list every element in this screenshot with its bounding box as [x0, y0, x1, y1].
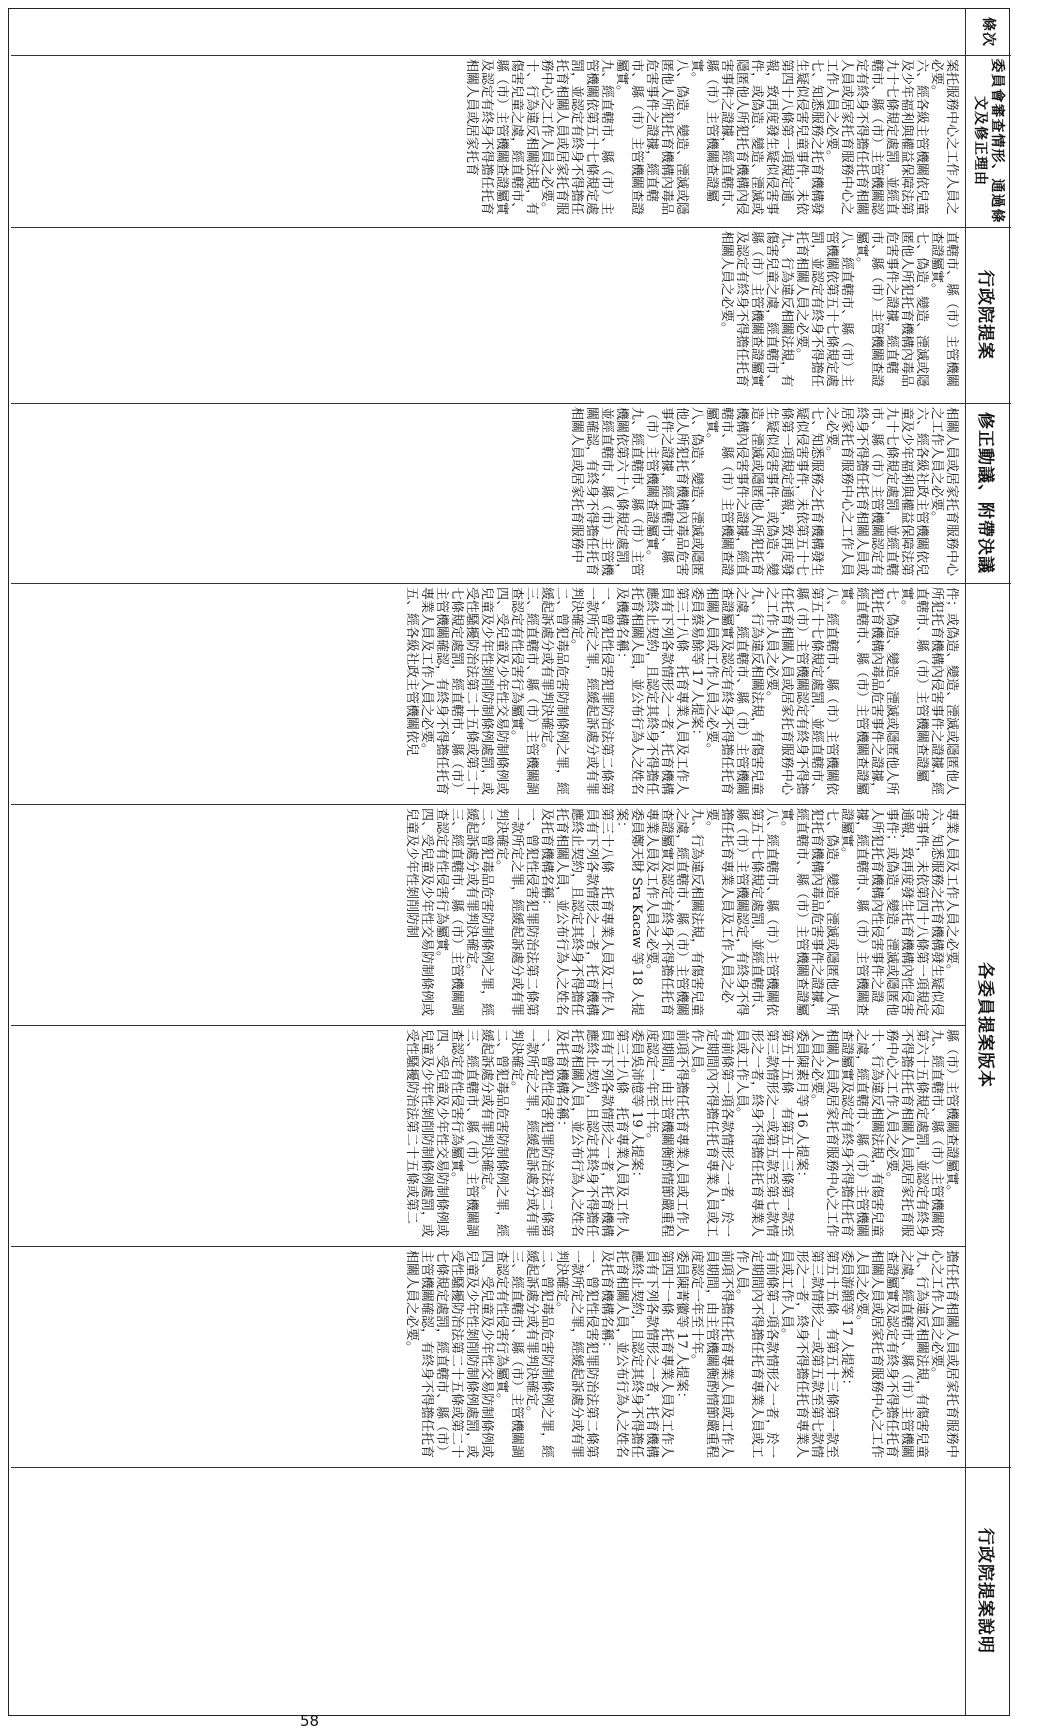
document-table: [8, 8, 1010, 1716]
member-col-4: 擔任托育相關人員或居家托育服務中心之工作人員之必要。 九、行為違反相關法規，有傷害兒童之虞，經直轄市、縣（市）主管機關查證屬實及認定有終身不得擔任托育相關人員或居家托育服務中心之工作人員之必要。 委員游顥等 17 人提案： 第五十五條 有第五十三條第一款至第三款情形之一或第五款至第七款情形之一者，終身不得擔任托育專業人員或工作人員。 有前條第一項各款情形之一者，於一定期間內不得擔任托育專業人員或工作人員。 前項不得擔任托育專業人員或工作人員期間，由主管機關衡酌情節嚴重程度認定一年至十年。 委員陳菁徽等 17 人提案： 第四十一條 托育專業人員及工作人員有下列各款情形之一者，托育機構應終止契約，且認定其終身不得擔任托育相關人員，並公布行為人之姓名及托育機構名稱： 一、曾犯性侵害犯罪防治法第二條第一款所定之罪，經緩起訴處分或有罪判決確定。 二、曾犯毒品危害防制條例之罪，經緩起訴處分或有罪判決確定。 三、經直轄市、縣（市）主管機關調查認定有性侵害行為屬實。 四、受兒童及少年性交易防制條例或兒童及少年性剝削防制條例處罰，或受性騷擾防治法第二十五條或第二十七條規定處罰，經直轄市、縣（市）主管機關確認，有終身不得擔任托育相關人員之必要。: [404, 1250, 959, 1459]
body-row: [11, 9, 965, 1715]
member-col-3: 縣（市）主管機關查證屬實。 九、經直轄市、縣（市）主管機關依第六十五條規定處罰，並認定有終身不得擔任托育相關人員或居家托育服務中心之工作人員之必要。 十、行為違反相關法規，有傷害兒童之虞，經直轄市、縣（市）主管機關查證屬實及認定有終身不得擔任托育相關人員或居家托育服務中心之工作人員之必要。 委員陳素月等 16 人提案： 第五十五條 有第五十三條第一款至第三款情形之一或第五款至第七款情形之一者，終身不得擔任托育專業人員或工作人員。 有前條第一項各款情形之一者，於一定期間內不得擔任托育專業人員或工作人員。 前項不得擔任托育專業人員或工作人員期間，由主管機關衡酌情節嚴重程度認定一年至十年。 委員吳沛憶等 19 人提案： 第三十八條 托育專業人員及工作人員有下列各款情形之一者，托育機構應終止契約，且認定其終身不得擔任托育相關人員，並公布行為人之姓名及托育機構名稱： 一、曾犯性侵害犯罪防治法第二條第一款所定之罪，經緩起訴處分或有罪判決確定。 二、曾犯毒品危害防制條例之罪，經緩起訴處分或有罪判決確定。 三、經直轄市、縣（市）主管機關調查認定有性侵害行為屬實。 四、受兒童及少年性交易防制條例或兒童及少年性剝削防制條例處罰，或受性騷擾防治法第二十五條或第二: [404, 1029, 959, 1238]
page-number: 58: [300, 1712, 320, 1730]
member-col-1: 件；或偽造、變造、湮滅或隱匿他人所犯托育機構內侵害事件之證據，經直轄市、縣（市）主管機關查證屬實。 七、偽造、變造、湮滅或隱匿他人所犯托育機構內毒品危害事件之證據，經直轄市、縣（市）主管機關查證屬實。 八、經直轄市、縣（市）主管機關依第五十七條規定處罰，並經直轄市、縣（市）主管機關認定有終身不得擔任托育相關人員或居家托育服務中心之工作人員之必要。 九、行為違反相關法規，有傷害兒童之虞，經直轄市、縣（市）主管機關查證屬實及認定有終身不得擔任托育相關人員或工作人員之必要。 委員蔡易餘等 17 人提案： 第三十八條 托育專業人員及工作人員有下列各款情形之一者，托育機構應終止契約，且認定其終身不得擔任托育相關人員，並公布行為人之姓名及機構名稱： 一、曾犯性侵害犯罪防治法第二條第一款所定之罪，經緩起訴處分或有罪判決確定。 二、曾犯毒品危害防制條例之罪，經緩起訴處分或有罪判決確定。 三、經直轄市、縣（市）主管機關調查認定有性侵害行為屬實。 四、受兒童及少年性交易防制條例或兒童及少年性剝削防制條例處罰，或受性騷擾防治法第二十五條或第二十七條規定處罰，經直轄市、縣（市）主管機關確認，有終身不得擔任托育專業人員及工作人員之必要。 五、經各級社政主管機關依兒: [404, 587, 959, 796]
committee-text: 案托服務中心之工作人員之必要。 六、經各級主管機關依兒童及少年福利與權益保障法第九十七條規定處罰，並經直轄市、縣（市）主管機關認定有終身不得擔任托育相關人員或居家托育服務中心之工作人員之必要。 七、知悉服務之托育機構發生疑似侵害兒童事件，未依第四十八條第一項規定通報，致再度發生疑似侵害事件，或偽造、變造、湮滅或隱匿他人所犯托育機構內侵害事件之證據，經直轄市、縣（市）主管機關查證屬實。 八、偽造、變造、湮滅或隱匿他人所犯托育機構內毒品危害事件之證據，經直轄市、縣（市）主管機關查證屬實。 九、經直轄市、縣（市）主管機關依第五十七條規定處罰，並認定有終身不得擔任托育相關人員或居家托育服務中心之工作人員之必要。 十、行為違反相關法規，有傷害兒童之虞，經直轄市、縣（市）主管機關查證屬實及認定有終身不得擔任托育相關人員或居家托育: [464, 59, 959, 216]
member-col-2: 專業人員及工作人員之必要。 六、知悉服務之托育機構發生疑似侵害事件，未依第四十八條第一項規定通報，致再度發生托育機構內性侵害事件；或偽造、變造、湮滅或隱匿他人所犯托育機構內性侵害事件之證據，經直轄市、縣（市）主管機關查證屬實。 七、偽造、變造、湮滅或隱匿他人所犯托育機構內毒品危害事件之證據，經直轄市、縣（市）主管機關查證屬實。 八、經直轄市、縣（市）主管機關依第五十七條規定處罰，並經直轄市、縣（市）主管機關認定，有終身不得擔任托育專業人員及工作人員之必要。 九、行為違反相關法規，有傷害兒童之虞，經直轄市、縣（市）主管機關查證屬實及認定有終身不得擔任托育專業人員及工作人員之必要。 委員鄭天財 Sra Kacaw 等 18 人提案： 第三十八條 托育專業人員及工作人員有下列各款情形之一者，托育機構應終止契約，且認定其終身不得擔任托育相關人員，並公布行為人之姓名及托育機構名稱： 一、曾犯性侵害犯罪防治法第二條第一款所定之罪，經緩起訴處分或有罪判決確定。 二、曾犯毒品危害防制條例之罪，經緩起訴處分或有罪判決確定。 三、經直轄市、縣（市）主管機關調查認定有性侵害行為屬實。 四、受兒童及少年性交易防制條例或兒童及少年性剝削防制: [404, 808, 959, 1017]
header-committee: 委員會審查情形、通過條文及修正理由: [965, 55, 1011, 228]
header-row: [965, 9, 1011, 1715]
header-article: 條次: [965, 9, 1011, 56]
article-cell: [11, 9, 965, 56]
header-revision: 修正動議、附帶決議: [965, 403, 1011, 584]
header-executive: 行政院提案: [965, 227, 1011, 404]
exec-text: 直轄市、縣（市）主管機關查證屬實。 七、偽造、變造、湮滅或隱匿他人所犯托育機構內毒品危害事件之證據，經直轄市、縣（市）主管機關查證屬實。 八、經直轄市、縣（市）主管機關依第五十七條規定處罰，並認定有終身不得擔任托育相關人員之必要。 九、行為違反相關法規，有傷害兒童之虞，經直轄市、縣（市）主管機關查證屬實及認定有終身不得擔任托育相關人員之必要。: [719, 231, 959, 388]
exec-note-text: [19, 1471, 959, 1711]
rotated-table: [11, 9, 1011, 1715]
revision-text: 相關人員或居家托育服務中心之工作人員之必要。 六、經各級社政主管機關依兒童及少年福利與權益保障法第九十七條規定處罰，並經直轄市、縣（市）主管機關認定有終身不得擔任托育相關人員或居家托育服務中心之工作人員之必要。 七、知悉服務之托育機構發生疑似侵害事件，未依第五十七條第一項規定通報，致再度發生疑似侵害事件，或偽造、變造、湮滅或隱匿他人所犯托育機構內侵害事件之證據，經直轄市、縣（市）主管機關查證屬實。 八、偽造、變造、湮滅或隱匿他人所犯托育機構內毒品危害事件之證據，經直轄市、縣（市）主管機關查證屬實。 九、經直轄市、縣（市）主管機關依第六十八條規定處罰，並經直轄市、縣（市）主管機關確認，有終身不得擔任托育相關人員或居家托育服務中: [569, 407, 959, 577]
header-exec-note: 行政院提案說明: [975, 1528, 996, 1654]
header-members: 各委員提案版本: [965, 583, 1011, 1468]
